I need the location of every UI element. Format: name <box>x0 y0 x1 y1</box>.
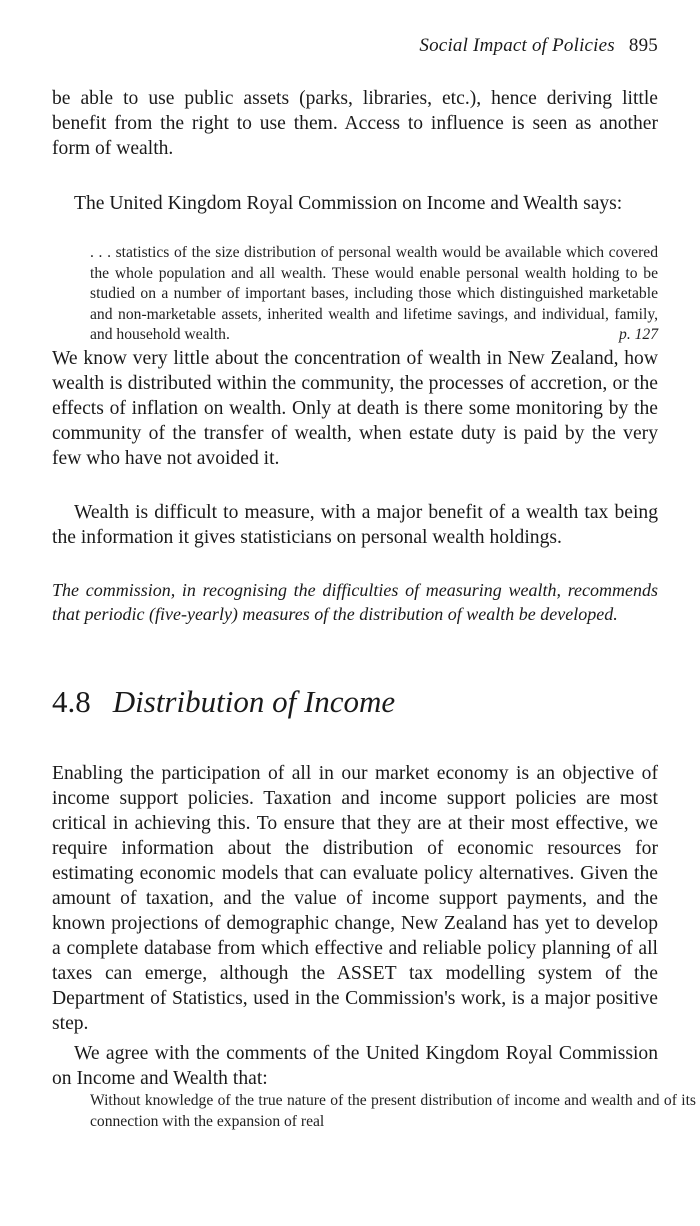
block-quote-1-body: . . . statistics of the size distribution of personal wealth would be available which covered the whole population and all wealth. These would enable personal wealth holding to be studied on a number of important bases, including those which distinguished marketable and non-marketable assets, inherited wealth and lifetime savings, and individual, family, and household wealth. <box>90 244 658 344</box>
paragraph-continued: be able to use public assets (parks, libraries, etc.), hence deriving little benefit from the right to use them. Access to influence is seen as another form of wealth. <box>52 88 658 159</box>
paragraph-agree: We agree with the comments of the United Kingdom Royal Commission on Income and Wealth that: <box>52 1043 658 1089</box>
paragraph-wealth-measurement: Wealth is difficult to measure, with a major benefit of a wealth tax being the information it gives statisticians on personal wealth holdings. <box>52 502 658 548</box>
paragraph-wealth-concentration: We know very little about the concentration of wealth in New Zealand, how wealth is distributed within the community, the processes of accretion, or the effects of inflation on wealth. Only at death is there some monitoring by the community of the transfer of wealth, when estate duty is paid by the very few who have not avoided it. <box>52 348 658 469</box>
section-number: 4.8 <box>52 684 91 719</box>
block-quote-1-text <box>52 243 658 346</box>
running-head-title: Social Impact of Policies <box>419 35 615 56</box>
paragraph-uk-commission: The United Kingdom Royal Commission on Income and Wealth says: <box>74 193 623 214</box>
section-heading <box>52 684 658 720</box>
block-quote-1 <box>52 243 658 346</box>
paragraph-income-support: Enabling the participation of all in our market economy is an objective of income support policies. Taxation and income support policies are most critical in achieving this. To ensure that they are at their most effective, we require information about the distribution of economic resources for estimating economic models that can evaluate policy alternatives. Given the amount of taxation, and the value of income support payments, and the known projections of demographic change, New Zealand has yet to develop a complete database from which effective and reliable policy planning of all taxes can emerge, although the ASSET tax modelling system of the Department of Statistics, used in the Commission's work, is a major positive step. <box>52 763 658 1034</box>
section-title: Distribution of Income <box>112 684 396 719</box>
running-head <box>419 35 658 57</box>
block-quote-1-citation: p. 127 <box>619 326 658 344</box>
block-quote-2: Without knowledge of the true nature of the present distribution of income and wealth and of its connection with the expansion of real <box>90 1092 696 1130</box>
page-number: 895 <box>628 35 658 56</box>
recommendation: The commission, in recognising the difficulties of measuring wealth, recommends that periodic (five-yearly) measures of the distribution of wealth be developed. <box>52 580 658 624</box>
